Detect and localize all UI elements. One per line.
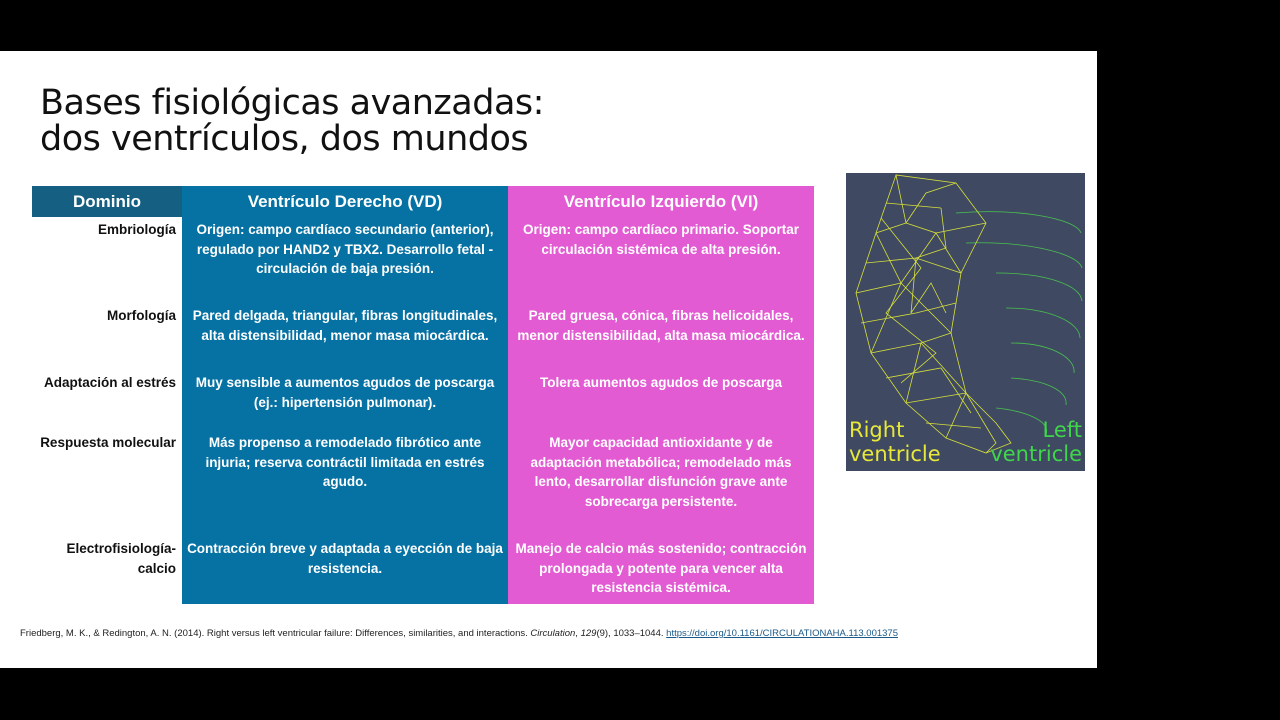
row-adaptacion-vi: Tolera aumentos agudos de poscarga bbox=[539, 375, 783, 390]
row-embriologia-vi: Origen: campo cardíaco primario. Soportar circulación sistémica de alta presión. bbox=[522, 222, 800, 257]
row-electro-vi: Manejo de calcio más sostenido; contracción prolongada y potente para vencer alta resistencia sistémica. bbox=[515, 541, 807, 595]
row-respuesta-dominio: Respuesta molecular bbox=[40, 435, 176, 450]
left-ventricle-label-line-1: Left bbox=[1042, 418, 1082, 442]
header-vi: Ventrículo Izquierdo (VI) bbox=[508, 186, 814, 217]
citation-issue-pages: (9), 1033–1044. bbox=[596, 628, 667, 639]
citation-separator: , bbox=[575, 628, 581, 639]
row-adaptacion-dominio: Adaptación al estrés bbox=[43, 375, 176, 390]
left-ventricle-label bbox=[990, 418, 1082, 466]
right-ventricle-label-line-2: ventricle bbox=[849, 442, 941, 466]
right-ventricle-label-line-1: Right bbox=[849, 418, 905, 442]
row-electro-dominio: Electrofisiología-calcio bbox=[66, 541, 176, 576]
left-ventricle-label-line-2: ventricle bbox=[990, 442, 1082, 466]
row-morfologia-vd: Pared delgada, triangular, fibras longitudinales, alta distensibilidad, menor masa miocárdica. bbox=[192, 308, 498, 343]
title-line-2: dos ventrículos, dos mundos bbox=[40, 119, 529, 159]
row-respuesta-vd: Más propenso a remodelado fibrótico ante injuria; reserva contráctil limitada en estrés agudo. bbox=[205, 435, 485, 489]
header-dominio: Dominio bbox=[32, 186, 182, 217]
slide bbox=[0, 51, 1097, 668]
slide-title bbox=[40, 85, 544, 157]
citation-text: Friedberg, M. K., & Redington, A. N. (2014). Right versus left ventricular failure: Differences, similarities, and interactions. bbox=[20, 628, 531, 639]
ventricles-mesh-image bbox=[846, 173, 1085, 471]
row-embriologia-dominio: Embriología bbox=[97, 222, 176, 237]
row-adaptacion-vd: Muy sensible a aumentos agudos de poscarga (ej.: hipertensión pulmonar). bbox=[195, 375, 495, 410]
citation bbox=[20, 628, 898, 639]
row-embriologia-vd: Origen: campo cardíaco secundario (anterior), regulado por HAND2 y TBX2. Desarrollo fetal - circulación de baja presión. bbox=[196, 222, 494, 276]
row-respuesta-vi: Mayor capacidad antioxidante y de adaptación metabólica; remodelado más lento, desarrollar disfunción grave ante sobrecarga persistente. bbox=[530, 435, 792, 509]
right-ventricle-label bbox=[849, 418, 941, 466]
row-electro-vd: Contracción breve y adaptada a eyección de baja resistencia. bbox=[187, 541, 503, 576]
citation-journal: Circulation bbox=[530, 628, 576, 639]
citation-volume: 129 bbox=[580, 628, 597, 639]
header-vd: Ventrículo Derecho (VD) bbox=[182, 186, 508, 217]
row-morfologia-dominio: Morfología bbox=[107, 308, 176, 323]
title-line-1: Bases fisiológicas avanzadas: bbox=[40, 83, 544, 123]
citation-doi-link[interactable]: https://doi.org/10.1161/CIRCULATIONAHA.113.001375 bbox=[666, 628, 898, 639]
row-morfologia-vi: Pared gruesa, cónica, fibras helicoidales, menor distensibilidad, alta masa miocárdica. bbox=[517, 308, 805, 343]
